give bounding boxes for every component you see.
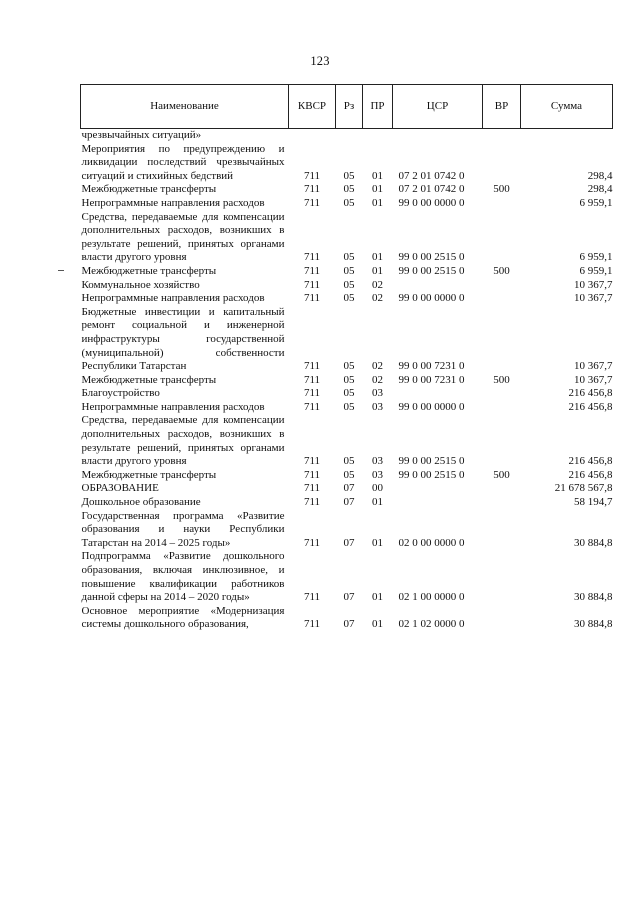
cell-name: ОБРАЗОВАНИЕ [81,482,159,495]
cell-pr: 01 [372,251,383,264]
header-csr: ЦСР [393,85,483,129]
cell-sum: 30 884,8 [574,536,613,549]
cell-pr: 01 [372,264,383,277]
table-row [81,129,613,143]
cell-pr: 01 [372,196,383,209]
cell-vr [483,482,521,496]
cell-pr: 02 [372,360,383,373]
cell-sum: 6 959,1 [579,264,613,277]
cell-kvsr: 711 [303,618,321,631]
table-row [81,306,613,374]
table-row [81,414,613,468]
cell-csr: 07 2 01 0742 0 [398,183,465,196]
cell-name: Дошкольное образование [81,496,201,509]
cell-vr [483,129,521,143]
cell-rz: 05 [343,292,355,305]
cell-rz: 05 [343,400,355,413]
table-row [81,292,613,306]
cell-rz: 05 [343,278,355,291]
cell-vr [483,143,521,184]
cell-pr: 01 [372,183,383,196]
cell-csr: 99 0 00 7231 0 [398,360,465,373]
table-row [81,374,613,388]
cell-name: Непрограммные направления расходов [81,196,265,209]
table-row [81,387,613,401]
cell-csr [393,279,483,293]
cell-vr [483,197,521,211]
cell-name: Межбюджетные трансферты [81,373,217,386]
cell-vr [483,401,521,415]
cell-csr: 99 0 00 7231 0 [398,373,465,386]
cell-vr [483,306,521,374]
table-row [81,496,613,510]
table-row [81,401,613,415]
cell-kvsr: 711 [303,183,321,196]
header-name: Наименование [81,85,289,129]
cell-vr [483,387,521,401]
table-row [81,550,613,604]
table-row [81,265,613,279]
cell-kvsr: 711 [303,591,321,604]
cell-sum: 10 367,7 [574,373,613,386]
cell-name: Межбюджетные трансферты [81,183,217,196]
cell-sum: 216 456,8 [568,387,613,400]
cell-name: Средства, передаваемые для компенсации дополнительных расходов, возникших в результате решений, принятых органами власти другого уровня [81,210,285,264]
cell-rz: 07 [343,591,355,604]
cell-kvsr: 711 [303,292,321,305]
table-row [81,469,613,483]
cell-sum: 10 367,7 [574,360,613,373]
table-row [81,605,613,632]
cell-csr: 99 0 00 2515 0 [398,264,465,277]
cell-pr: 01 [372,618,383,631]
cell-kvsr: 711 [303,455,321,468]
cell-sum: 6 959,1 [579,196,613,209]
table-row [81,211,613,265]
cell-rz: 07 [343,536,355,549]
scan-artifact [58,270,64,271]
cell-csr: 02 1 02 0000 0 [398,618,465,631]
table-row [81,279,613,293]
cell-pr: 02 [372,373,383,386]
cell-kvsr: 711 [303,482,321,495]
cell-kvsr: 711 [303,169,321,182]
cell-rz: 05 [343,360,355,373]
cell-name: Непрограммные направления расходов [81,400,265,413]
header-rz: Рз [336,85,363,129]
cell-vr [483,605,521,632]
table-row [81,197,613,211]
cell-pr: 01 [372,591,383,604]
cell-kvsr [289,129,336,143]
cell-vr: 500 [493,264,510,277]
table-header [81,85,613,129]
cell-rz: 05 [343,169,355,182]
cell-csr: 99 0 00 2515 0 [398,455,465,468]
cell-rz: 05 [343,264,355,277]
table-row [81,482,613,496]
cell-vr [483,550,521,604]
cell-rz: 05 [343,468,355,481]
cell-sum: 30 884,8 [574,618,613,631]
cell-pr: 00 [372,482,383,495]
cell-csr [393,387,483,401]
cell-kvsr: 711 [303,196,321,209]
cell-rz: 05 [343,373,355,386]
cell-pr: 03 [372,468,383,481]
table-body [81,129,613,632]
cell-rz: 07 [343,482,355,495]
cell-name: Подпрограмма «Развитие дошкольного образования, включая инклюзивное, и повышение квалификации работников данной сферы на 2014 – 2020 годы» [81,550,285,604]
header-pr: ПР [363,85,393,129]
cell-pr [363,129,393,143]
cell-sum: 216 456,8 [568,468,613,481]
cell-pr: 01 [372,496,383,509]
cell-csr [393,129,483,143]
header-vr: ВР [483,85,521,129]
cell-sum: 58 194,7 [574,496,613,509]
cell-name: Непрограммные направления расходов [81,292,265,305]
cell-name: Коммунальное хозяйство [81,278,200,291]
cell-rz: 07 [343,496,355,509]
cell-kvsr: 711 [303,536,321,549]
table-row [81,510,613,551]
cell-name: Межбюджетные трансферты [81,264,217,277]
cell-kvsr: 711 [303,360,321,373]
header-kvsr: КВСР [289,85,336,129]
cell-name: Бюджетные инвестиции и капитальный ремонт социальной и инженерной инфраструктуры государственной (муниципальной) собственности Республики Татарстан [81,305,285,373]
cell-sum: 30 884,8 [574,591,613,604]
cell-kvsr: 711 [303,373,321,386]
cell-csr [393,482,483,496]
cell-csr: 99 0 00 0000 0 [398,196,465,209]
cell-kvsr: 711 [303,468,321,481]
cell-rz: 05 [343,387,355,400]
cell-vr [483,211,521,265]
cell-vr [483,279,521,293]
cell-rz: 05 [343,455,355,468]
header-sum: Сумма [521,85,613,129]
cell-name: Основное мероприятие «Модернизация системы дошкольного образования, [81,604,285,631]
cell-pr: 02 [372,278,383,291]
cell-name: Средства, передаваемые для компенсации дополнительных расходов, возникших в результате решений, принятых органами власти другого уровня [81,414,285,468]
cell-sum: 298,4 [587,169,613,182]
cell-csr: 07 2 01 0742 0 [398,169,465,182]
cell-sum: 298,4 [587,183,613,196]
table-row [81,183,613,197]
cell-csr: 99 0 00 0000 0 [398,292,465,305]
budget-table [80,84,613,632]
cell-sum: 6 959,1 [579,251,613,264]
cell-rz: 07 [343,618,355,631]
cell-rz: 05 [343,196,355,209]
cell-vr [483,292,521,306]
cell-csr: 99 0 00 2515 0 [398,251,465,264]
cell-vr [483,414,521,468]
cell-sum: 10 367,7 [574,292,613,305]
cell-kvsr: 711 [303,400,321,413]
cell-kvsr: 711 [303,251,321,264]
cell-vr [483,496,521,510]
cell-csr: 02 0 00 0000 0 [398,536,465,549]
cell-name: Благоустройство [81,387,160,400]
cell-rz: 05 [343,183,355,196]
cell-sum: 21 678 567,8 [554,482,613,495]
cell-name: Межбюджетные трансферты [81,468,217,481]
cell-pr: 03 [372,455,383,468]
cell-vr: 500 [493,373,510,386]
cell-csr: 99 0 00 0000 0 [398,400,465,413]
cell-pr: 03 [372,387,383,400]
cell-csr: 02 1 00 0000 0 [398,591,465,604]
table-row [81,143,613,184]
cell-csr [393,496,483,510]
cell-vr: 500 [493,468,510,481]
cell-kvsr: 711 [303,264,321,277]
cell-pr: 03 [372,400,383,413]
cell-name: Государственная программа «Развитие образования и науки Республики Татарстан на 2014 – 2025 годы» [81,509,285,549]
cell-pr: 01 [372,169,383,182]
cell-sum: 10 367,7 [574,278,613,291]
page-number: 123 [310,54,330,68]
cell-pr: 02 [372,292,383,305]
cell-pr: 01 [372,536,383,549]
cell-csr: 99 0 00 2515 0 [398,468,465,481]
cell-name: Мероприятия по предупреждению и ликвидации последствий чрезвычайных ситуаций и стихийных бедствий [81,142,285,182]
cell-kvsr: 711 [303,278,321,291]
cell-sum: 216 456,8 [568,455,613,468]
cell-vr [483,510,521,551]
cell-vr: 500 [493,183,510,196]
cell-rz: 05 [343,251,355,264]
cell-sum [521,129,613,143]
cell-name: чрезвычайных ситуаций» [81,129,202,141]
cell-rz [336,129,363,143]
cell-sum: 216 456,8 [568,400,613,413]
cell-kvsr: 711 [303,496,321,509]
cell-kvsr: 711 [303,387,321,400]
